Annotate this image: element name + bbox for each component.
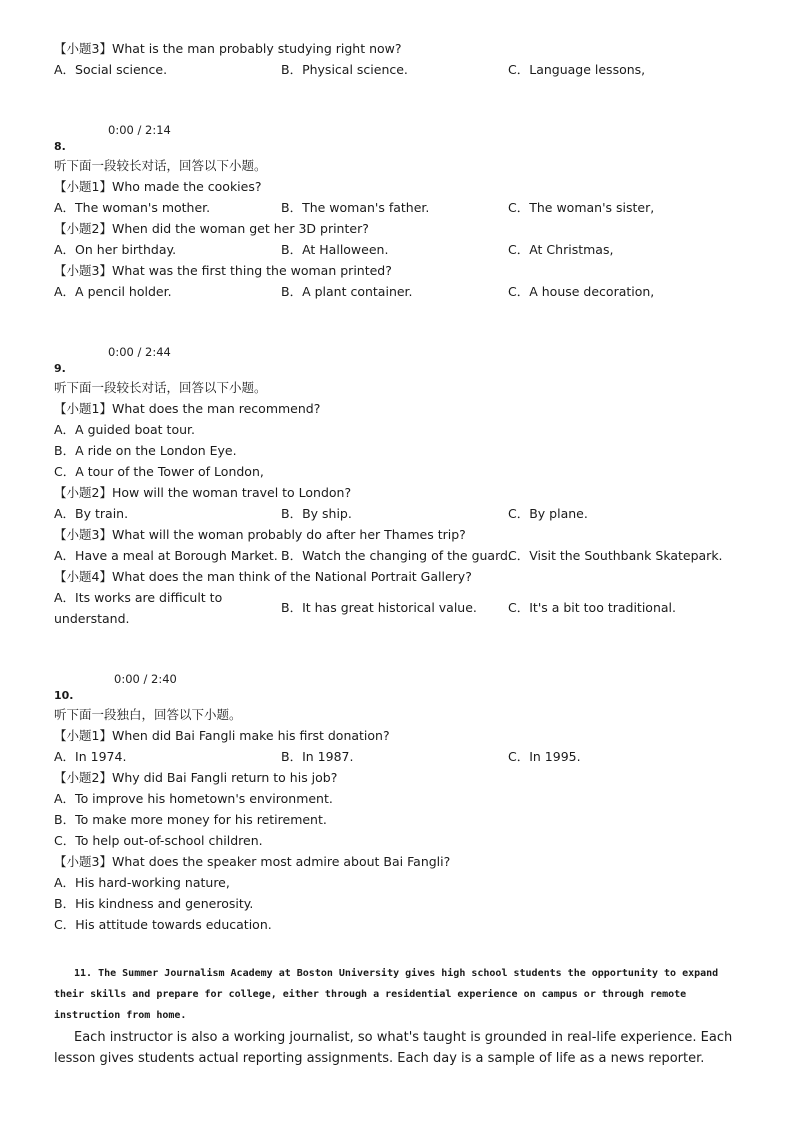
q9-sub4-option-a-line1: A．Its works are difficult to [54,590,223,605]
q10-sub3-question [54,854,450,870]
sub-label: 【小题3】 [54,41,112,56]
q9-sub3-option-a: A．Have a meal at Borough Market. [54,548,278,563]
q8-sub3-option-c: C．A house decoration, [508,284,655,299]
sub-label: 【小题3】 [54,527,112,542]
q9-number: 9. [54,362,66,375]
q8-sub1-question [54,179,262,195]
question-text: How will the woman travel to London? [111,485,352,500]
q10-sub1-option-c: C．In 1995. [508,749,581,764]
q9-sub1-option-c: C．A tour of the Tower of London, [54,464,264,479]
q8-sub2-option-b: B．At Halloween. [281,242,389,257]
q8-audio-player-time[interactable]: 0:00 / 2:14 [108,123,171,137]
q9-sub2-question [54,485,351,501]
q9-instruction: 听下面一段较长对话，回答以下小题。 [54,380,267,395]
question-text: What does the man think of the National Portrait Gallery? [111,569,472,584]
sub-label: 【小题2】 [54,770,112,785]
question-text: What does the speaker most admire about Bai Fangli? [111,854,451,869]
q11-intro: 11. The Summer Journalism Academy at Boston University gives high school students the opportunity to expand their skills and prepare for college, either through a residential experience on campus or through remote instruction from home. [54,968,719,1021]
q7-sub3-option-a: A．Social science. [54,62,168,77]
sub-label: 【小题3】 [54,263,112,278]
question-text: Who made the cookies? [111,179,262,194]
q10-sub1-option-a: A．In 1974. [54,749,127,764]
q10-sub2-option-c: C．To help out-of-school children. [54,833,263,848]
q8-sub2-option-c: C．At Christmas, [508,242,614,257]
q9-sub1-option-b: B．A ride on the London Eye. [54,443,237,458]
question-text: What does the man recommend? [111,401,321,416]
q8-sub1-option-b: B．The woman's father. [281,200,430,215]
q9-sub3-option-c: C．Visit the Southbank Skatepark. [508,548,723,563]
sub-label: 【小题2】 [54,485,112,500]
q10-sub3-option-c: C．His attitude towards education. [54,917,272,932]
q9-sub1-option-a: A．A guided boat tour. [54,422,195,437]
q10-sub2-option-b: B．To make more money for his retirement. [54,812,327,827]
sub-label: 【小题4】 [54,569,112,584]
q9-sub3-option-b: B．Watch the changing of the guard. [281,548,512,563]
q10-number: 10. [54,689,74,702]
question-text: What was the first thing the woman printed? [111,263,392,278]
sub-label: 【小题1】 [54,401,112,416]
q7-sub3-option-c: C．Language lessons, [508,62,646,77]
q9-sub4-option-a-line2: understand. [54,611,130,626]
question-text: What is the man probably studying right now? [111,41,402,56]
q9-audio-player-time[interactable]: 0:00 / 2:44 [108,345,171,359]
q8-sub1-option-a: A．The woman's mother. [54,200,211,215]
q8-sub2-question [54,221,369,237]
q9-sub2-option-b: B．By ship. [281,506,352,521]
q10-sub1-question [54,728,390,744]
q7-sub3-option-b: B．Physical science. [281,62,408,77]
q8-number: 8. [54,140,66,153]
question-text: When did Bai Fangli make his first donation? [111,728,390,743]
question-text: When did the woman get her 3D printer? [111,221,369,236]
q7-sub3-question [54,41,402,57]
q10-sub2-option-a: A．To improve his hometown's environment. [54,791,333,806]
q10-sub3-option-a: A．His hard-working nature, [54,875,230,890]
q8-sub2-option-a: A．On her birthday. [54,242,177,257]
q9-sub3-question [54,527,466,543]
q8-sub3-question [54,263,392,279]
sub-label: 【小题3】 [54,854,112,869]
q9-sub4-option-c: C．It's a bit too traditional. [508,600,676,615]
q8-sub3-option-a: A．A pencil holder. [54,284,172,299]
q11-paragraph-1: Each instructor is also a working journalist, so what's taught is grounded in real-life experience. Each lesson gives students actual reporting assignments. Each day is a sample of life as a news reporter. [54,1030,733,1066]
q10-sub3-option-b: B．His kindness and generosity. [54,896,254,911]
q9-sub2-option-a: A．By train. [54,506,129,521]
sub-label: 【小题1】 [54,179,112,194]
q9-sub4-option-b: B．It has great historical value. [281,600,477,615]
sub-label: 【小题1】 [54,728,112,743]
q10-audio-player-time[interactable]: 0:00 / 2:40 [114,672,177,686]
q10-instruction: 听下面一段独白，回答以下小题。 [54,707,242,722]
question-text: What will the woman probably do after her Thames trip? [111,527,466,542]
q8-sub3-option-b: B．A plant container. [281,284,413,299]
q10-sub2-question [54,770,337,786]
sub-label: 【小题2】 [54,221,112,236]
q9-sub4-question [54,569,472,585]
q9-sub2-option-c: C．By plane. [508,506,588,521]
question-text: Why did Bai Fangli return to his job? [111,770,338,785]
q8-instruction: 听下面一段较长对话，回答以下小题。 [54,158,267,173]
q9-sub1-question [54,401,320,417]
q10-sub1-option-b: B．In 1987. [281,749,354,764]
q8-sub1-option-c: C．The woman's sister, [508,200,655,215]
